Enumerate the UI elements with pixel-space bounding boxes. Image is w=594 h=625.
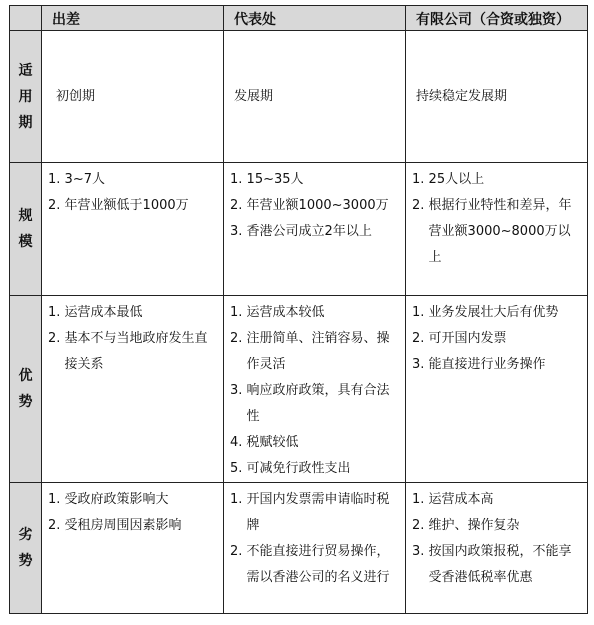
list-item: 3. 响应政府政策，具有合法性: [230, 383, 390, 424]
cell-trip-period: 初创期: [42, 31, 224, 163]
cell-trip-scale: [42, 163, 224, 296]
cell-trip-advantages: [42, 296, 224, 483]
cell-office-advantages: [224, 296, 406, 483]
header-limited-company: 有限公司（合资或独资）: [406, 6, 588, 31]
list-item: 3. 能直接进行业务操作: [412, 357, 546, 372]
header-representative-office: 代表处: [224, 6, 406, 31]
list-item: 1. 运营成本较低: [230, 305, 325, 320]
cell-office-disadvantages: [224, 483, 406, 614]
list-item: 1. 业务发展壮大后有优势: [412, 305, 559, 320]
cell-company-scale: [406, 163, 588, 296]
list-item: 2. 可开国内发票: [412, 331, 507, 346]
list-item: 2. 不能直接进行贸易操作，需以香港公司的名义进行: [230, 544, 390, 585]
list-item: 1. 受政府政策影响大: [48, 492, 169, 507]
list-item: 2. 维护、操作复杂: [412, 518, 520, 533]
comparison-table: [9, 5, 588, 614]
row-label-scale: 规 模: [10, 163, 42, 296]
row-advantages: [10, 296, 588, 483]
list-item: 1. 运营成本最低: [48, 305, 143, 320]
list-item: 3. 按国内政策报税，不能享受香港低税率优惠: [412, 544, 572, 585]
header-row: [10, 6, 588, 31]
cell-office-period: 发展期: [224, 31, 406, 163]
header-business-trip: 出差: [42, 6, 224, 31]
list-item: 2. 年营业额1000~3000万: [230, 198, 389, 213]
list-item: 1. 3~7人: [48, 172, 105, 187]
cell-company-advantages: [406, 296, 588, 483]
list-item: 2. 根据行业特性和差异，年营业额3000~8000万以上: [412, 198, 572, 265]
list-item: 2. 注册简单、注销容易、操作灵活: [230, 331, 390, 372]
row-label-advantages: 优 势: [10, 296, 42, 483]
cell-office-scale: [224, 163, 406, 296]
row-applicable-period: [10, 31, 588, 163]
list-item: 3. 香港公司成立2年以上: [230, 224, 372, 239]
list-item: 1. 运营成本高: [412, 492, 494, 507]
list-item: 5. 可减免行政性支出: [230, 461, 351, 476]
cell-trip-disadvantages: [42, 483, 224, 614]
header-corner: [10, 6, 42, 31]
row-label-applicable-period: 适 用 期: [10, 31, 42, 163]
list-item: 2. 基本不与当地政府发生直接关系: [48, 331, 208, 372]
list-item: 1. 15~35人: [230, 172, 304, 187]
list-item: 4. 税赋较低: [230, 435, 299, 450]
list-item: 2. 受租房周围因素影响: [48, 518, 182, 533]
list-item: 1. 25人以上: [412, 172, 485, 187]
row-label-disadvantages: 劣 势: [10, 483, 42, 614]
row-disadvantages: [10, 483, 588, 614]
cell-company-disadvantages: [406, 483, 588, 614]
list-item: 2. 年营业额低于1000万: [48, 198, 189, 213]
cell-company-period: 持续稳定发展期: [406, 31, 588, 163]
row-scale: [10, 163, 588, 296]
list-item: 1. 开国内发票需申请临时税牌: [230, 492, 390, 533]
